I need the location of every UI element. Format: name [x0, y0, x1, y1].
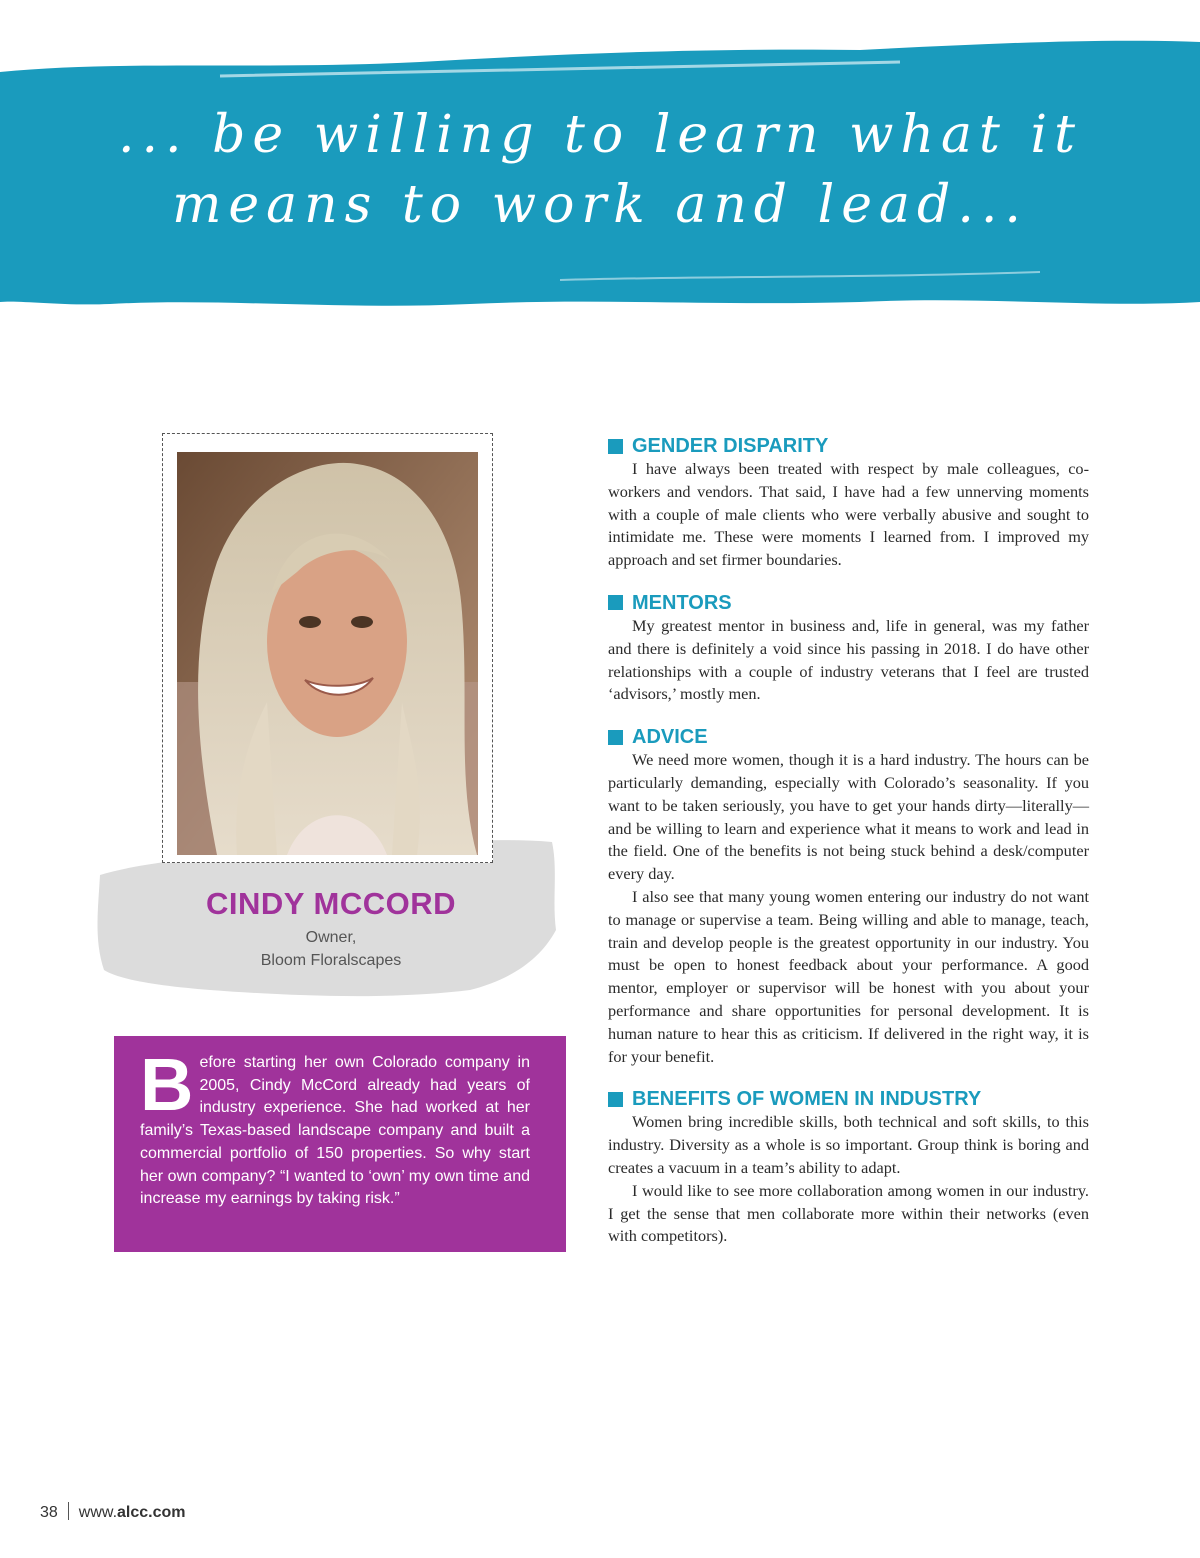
- section-gender-disparity: [608, 434, 1089, 572]
- page-footer: [40, 1502, 186, 1522]
- section-heading: [608, 591, 1089, 615]
- section-mentors: [608, 591, 1089, 706]
- portrait-photo: [177, 452, 478, 855]
- bio-dropcap: B: [140, 1043, 194, 1126]
- paragraph: I have always been treated with respect by male colleagues, co-workers and vendors. That said, I have had a few unnerving moments with a couple of male clients who were verbally abusive and sought to intimidate me. These were moments I learned from. I improved my approach and set firmer boundaries.: [608, 459, 1089, 570]
- profile-name: CINDY MCCORD: [206, 886, 456, 921]
- paragraph: I also see that many young women entering our industry do not want to manage or supervise a team. Being willing and able to manage, teach, train and develop people is the greatest opportunity in our industry. You must be open to honest feedback about your performance. A good mentor, employer or supervisor will be honest with you about your performance and share opportunities for personal development. It is human nature to hear this as criticism. If delivered in the right way, it is for your benefit.: [608, 886, 1089, 1066]
- article-body: [608, 434, 1089, 1267]
- pull-quote-line-2: means to work and lead...: [172, 175, 1028, 235]
- page-number: 38: [40, 1504, 58, 1521]
- square-bullet-icon: [608, 1092, 623, 1107]
- section-heading: [608, 725, 1089, 749]
- header-banner: [0, 40, 1200, 310]
- section-benefits: [608, 1087, 1089, 1248]
- bio-text: efore starting her own Colorado company in 2005, Cindy McCord already had years of industry experience. She had worked at her family’s Texas-based landscape company and built a commercial portfolio of 150 properties. So why start her own company? “I wanted to ‘own’ my own time and increase my earnings by taking risk.”: [140, 1054, 530, 1208]
- paragraph: My greatest mentor in business and, life in general, was my father and there is definitely a void since his passing in 2018. I do have other relationships with a couple of industry veterans that I feel are trusted ‘advisors,’ mostly men.: [608, 615, 1089, 704]
- paragraph: We need more women, though it is a hard industry. The hours can be particularly demanding, especially with Colorado’s seasonality. If you want to be taken seriously, you have to get your hands dirty—literally—and be willing to learn and experience what it means to work and lead in the field. One of the benefits is not being stuck behind a desk/computer every day.: [608, 750, 1089, 884]
- square-bullet-icon: [608, 730, 623, 745]
- paragraph: I would like to see more collaboration among women in our industry. I get the sense that men collaborate more within their networks (even with competitors).: [608, 1180, 1089, 1246]
- section-heading-text: GENDER DISPARITY: [632, 435, 829, 457]
- paragraph: Women bring incredible skills, both technical and soft skills, to this industry. Diversity as a whole is so important. Group think is boring and creates a vacuum in a team’s ability to adapt.: [608, 1112, 1089, 1177]
- profile-company: Bloom Floralscapes: [260, 952, 402, 969]
- footer-url-domain[interactable]: alcc.com: [117, 1504, 186, 1521]
- section-heading: [608, 434, 1089, 458]
- section-heading: [608, 1087, 1089, 1111]
- bio-box: [114, 1036, 566, 1252]
- footer-url-prefix[interactable]: www.: [78, 1504, 118, 1521]
- pull-quote: [60, 100, 1140, 240]
- section-advice: [608, 725, 1089, 1068]
- section-heading-text: BENEFITS OF WOMEN IN INDUSTRY: [632, 1088, 982, 1111]
- footer-divider: [68, 1502, 69, 1520]
- profile-title: Owner,: [305, 929, 357, 946]
- section-heading-text: MENTORS: [632, 591, 732, 614]
- profile-role: [150, 926, 512, 972]
- square-bullet-icon: [608, 595, 623, 610]
- square-bullet-icon: [608, 439, 623, 454]
- section-heading-text: ADVICE: [632, 726, 708, 749]
- pull-quote-line-1: ... be willing to learn what it: [117, 105, 1083, 165]
- portrait-frame: [162, 433, 493, 863]
